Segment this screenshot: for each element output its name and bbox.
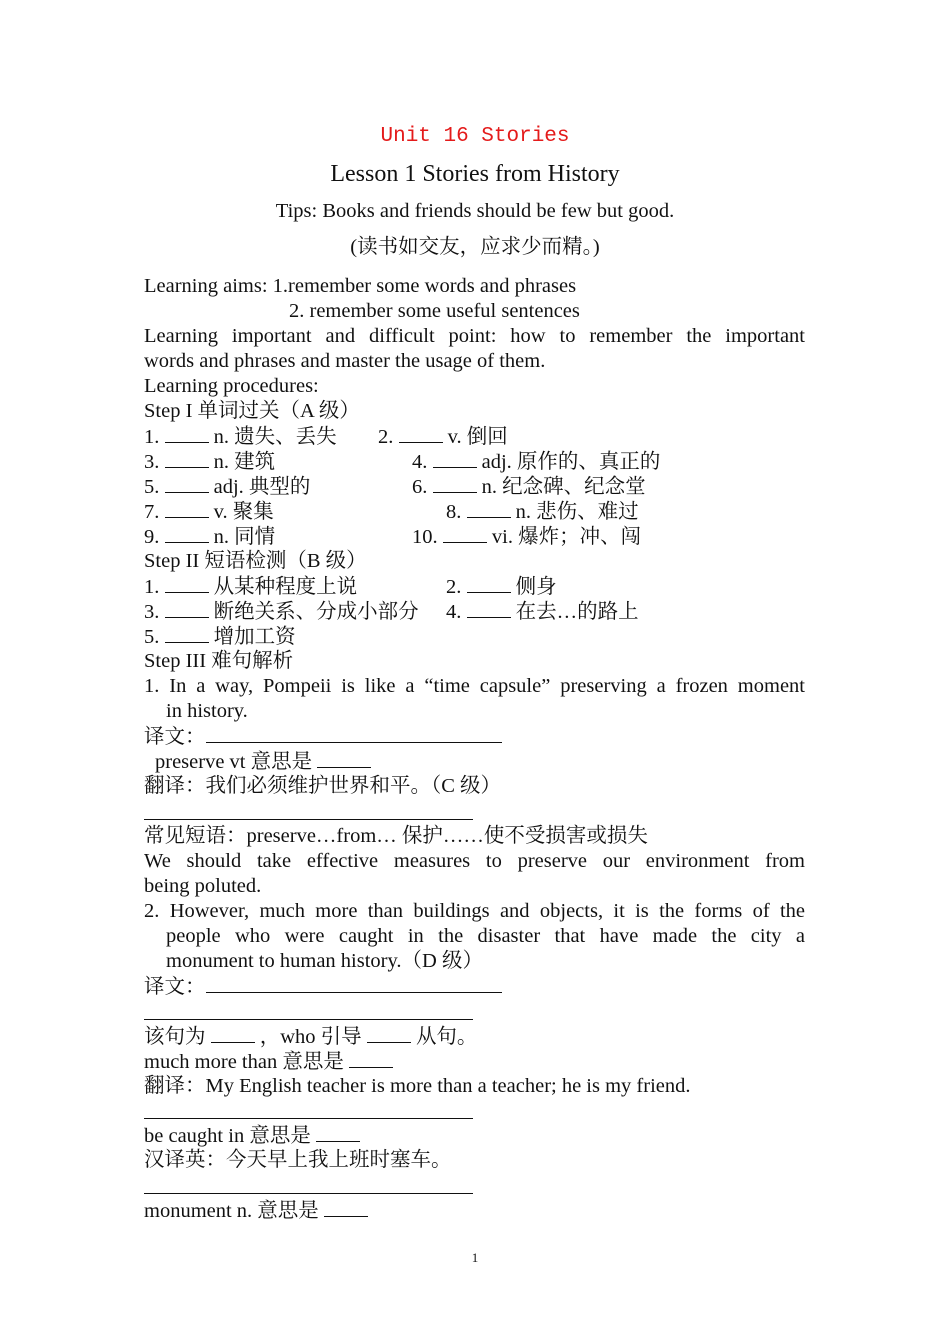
page-number: 1 xyxy=(471,1250,479,1265)
example-line-1: We should take effective measures to preserve our environment from xyxy=(144,850,805,872)
important-point-line-2: words and phrases and master the usage of them. xyxy=(144,350,546,372)
answer-blank[interactable] xyxy=(165,599,209,618)
vocab-item: 7. v. 聚集 xyxy=(144,501,274,523)
vocab-item: 10. vi. 爆炸；冲、闯 xyxy=(412,526,642,548)
important-point-line-1: Learning important and difficult point: how to remember the important xyxy=(144,325,805,347)
answer-blank[interactable] xyxy=(433,474,477,493)
vocab-item: 3. n. 建筑 xyxy=(144,451,276,473)
tips-chinese: (读书如交友，应求少而精。) xyxy=(350,236,600,258)
answer-blank[interactable] xyxy=(206,724,502,743)
translate-en-task: 翻译：My English teacher is more than a teacher; he is my friend. xyxy=(144,1075,691,1097)
phrase-item: 4. 在去…的路上 xyxy=(446,601,639,623)
sentence-2-line-2: people who were caught in the disaster that have made the city a xyxy=(166,925,805,947)
preserve-question: preserve vt 意思是 xyxy=(155,749,371,775)
answer-blank[interactable] xyxy=(206,974,502,993)
answer-line[interactable] xyxy=(144,1019,473,1020)
vocab-item: 4. adj. 原作的、真正的 xyxy=(412,451,661,473)
phrase-item: 3. 断绝关系、分成小部分 xyxy=(144,601,419,623)
monument-question: monument n. 意思是 xyxy=(144,1198,368,1224)
answer-blank[interactable] xyxy=(316,1123,360,1142)
learning-procedures: Learning procedures: xyxy=(144,375,319,397)
vocab-item: 1. n. 遗失、丢失 xyxy=(144,426,337,448)
lesson-title: Lesson 1 Stories from History xyxy=(330,161,620,187)
step2-title: Step II 短语检测（B 级） xyxy=(144,550,367,572)
answer-blank[interactable] xyxy=(433,449,477,468)
example-line-2: being poluted. xyxy=(144,875,262,897)
vocab-item: 9. n. 同情 xyxy=(144,526,276,548)
step1-title: Step I 单词过关（A 级） xyxy=(144,400,360,422)
phrase-note: 常见短语：preserve…from… 保护……使不受损害或损失 xyxy=(144,825,648,847)
answer-blank[interactable] xyxy=(165,474,209,493)
sentence-1-line-1: 1. In a way, Pompeii is like a “time capsule” preserving a frozen moment xyxy=(144,675,805,697)
answer-blank[interactable] xyxy=(211,1024,255,1043)
answer-line[interactable] xyxy=(144,819,473,820)
answer-blank[interactable] xyxy=(165,524,209,543)
phrase-item: 1. 从某种程度上说 xyxy=(144,576,358,598)
translation-line: 译文： xyxy=(144,724,502,750)
answer-blank[interactable] xyxy=(399,424,443,443)
vocab-item: 5. adj. 典型的 xyxy=(144,476,311,498)
vocab-item: 6. n. 纪念碑、纪念堂 xyxy=(412,476,646,498)
answer-blank[interactable] xyxy=(467,499,511,518)
phrase-item: 2. 侧身 xyxy=(446,576,557,598)
translate-task: 翻译：我们必须维护世界和平。（C 级） xyxy=(144,775,502,797)
learning-aims: Learning aims: 1.remember some words and phrases xyxy=(144,275,577,297)
phrase-item: 5. 增加工资 xyxy=(144,626,296,648)
cn-to-en-task: 汉译英：今天早上我上班时塞车。 xyxy=(144,1149,452,1171)
answer-blank[interactable] xyxy=(324,1198,368,1217)
translation-line: 译文： xyxy=(144,974,502,1000)
much-more-question: much more than 意思是 xyxy=(144,1049,393,1075)
unit-title: Unit 16 Stories xyxy=(380,125,570,148)
vocab-item: 2. v. 倒回 xyxy=(378,426,508,448)
answer-blank[interactable] xyxy=(165,499,209,518)
answer-blank[interactable] xyxy=(467,574,511,593)
learning-aims-2: 2. remember some useful sentences xyxy=(289,300,580,322)
answer-line[interactable] xyxy=(144,1193,473,1194)
answer-blank[interactable] xyxy=(165,574,209,593)
answer-blank[interactable] xyxy=(317,749,371,768)
answer-blank[interactable] xyxy=(165,424,209,443)
vocab-item: 8. n. 悲伤、难过 xyxy=(446,501,639,523)
caught-in-question: be caught in 意思是 xyxy=(144,1123,360,1149)
step3-title: Step III 难句解析 xyxy=(144,650,294,672)
answer-line[interactable] xyxy=(144,1118,473,1119)
sentence-2-line-3: monument to human history.（D 级） xyxy=(166,950,483,972)
clause-question: 该句为 ，who 引导 从句。 xyxy=(144,1026,478,1048)
answer-blank[interactable] xyxy=(467,599,511,618)
sentence-2-line-1: 2. However, much more than buildings and objects, it is the forms of the xyxy=(144,900,805,922)
answer-blank[interactable] xyxy=(349,1049,393,1068)
answer-blank[interactable] xyxy=(367,1024,411,1043)
answer-blank[interactable] xyxy=(443,524,487,543)
answer-blank[interactable] xyxy=(165,624,209,643)
sentence-1-line-2: in history. xyxy=(166,700,248,722)
answer-blank[interactable] xyxy=(165,449,209,468)
tips: Tips: Books and friends should be few but good. xyxy=(275,200,675,222)
